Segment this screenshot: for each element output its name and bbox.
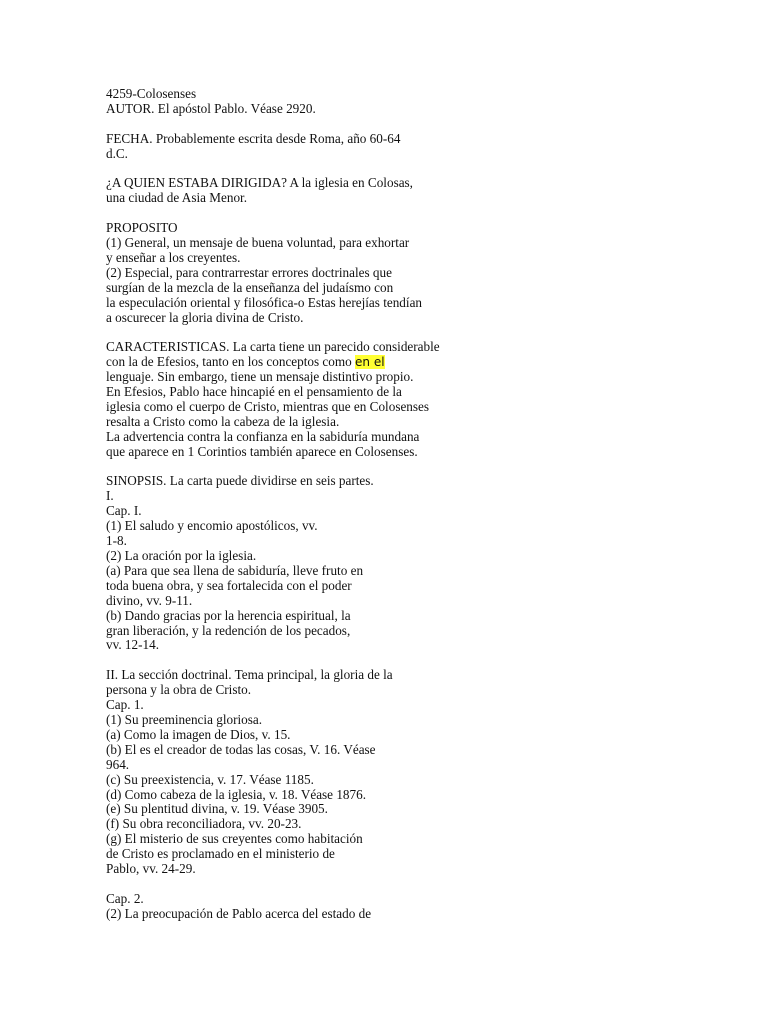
- line-text: (1) El saludo y encomio apostólicos, vv.: [106, 518, 318, 534]
- line-text: (c) Su preexistencia, v. 17. Véase 1185.: [106, 771, 314, 787]
- line-text: I.: [106, 488, 114, 504]
- text-line: [106, 624, 746, 639]
- line-text: Cap. 2.: [106, 890, 144, 906]
- text-line: [106, 474, 746, 489]
- line-text: d.C.: [106, 145, 128, 161]
- line-text: (2) Especial, para contrarrestar errores doctrinales que: [106, 264, 392, 280]
- line-text: (2) La oración por la iglesia.: [106, 548, 257, 564]
- text-line: [106, 132, 746, 147]
- text-line: [106, 802, 746, 817]
- text-line: [106, 251, 746, 266]
- line-text: divino, vv. 9-11.: [106, 592, 193, 608]
- text-line: [106, 311, 746, 326]
- line-text: PROPOSITO: [106, 220, 178, 236]
- text-line: [106, 221, 746, 236]
- text-line: [106, 370, 746, 385]
- line-text: En Efesios, Pablo hace hincapié en el pensamiento de la: [106, 384, 402, 400]
- text-line: [106, 907, 746, 922]
- paragraph: [106, 340, 746, 459]
- text-line: [106, 579, 746, 594]
- text-line: [106, 176, 746, 191]
- line-text: una ciudad de Asia Menor.: [106, 190, 247, 206]
- line-text: (f) Su obra reconciliadora, vv. 20-23.: [106, 816, 302, 832]
- text-line: [106, 713, 746, 728]
- text-line: [106, 266, 746, 281]
- text-line: [106, 788, 746, 803]
- text-line: [106, 340, 746, 355]
- line-text: (a) Para que sea llena de sabiduría, lleve fruto en: [106, 562, 364, 578]
- text-line: [106, 847, 746, 862]
- line-text: Cap. 1.: [106, 697, 144, 713]
- text-line: [106, 862, 746, 877]
- line-text: a oscurecer la gloria divina de Cristo.: [106, 309, 304, 325]
- line-text: vv. 12-14.: [106, 637, 159, 653]
- text-line: [106, 236, 746, 251]
- line-text: surgían de la mezcla de la enseñanza del judaísmo con: [106, 279, 394, 295]
- text-line: [106, 445, 746, 460]
- text-line: [106, 683, 746, 698]
- line-text: (b) Dando gracias por la herencia espiritual, la: [106, 607, 351, 623]
- line-text: Pablo, vv. 24-29.: [106, 861, 196, 877]
- line-text: II. La sección doctrinal. Tema principal, la gloria de la: [106, 667, 393, 683]
- line-text: toda buena obra, y sea fortalecida con el poder: [106, 577, 352, 593]
- line-text: iglesia como el cuerpo de Cristo, mientras que en Colosenses: [106, 398, 430, 414]
- line-text: (a) Como la imagen de Dios, v. 15.: [106, 726, 291, 742]
- text-line: [106, 609, 746, 624]
- line-text: 4259-Colosenses: [106, 86, 197, 101]
- text-line: [106, 534, 746, 549]
- text-line: [106, 594, 746, 609]
- text-line: [106, 773, 746, 788]
- line-text: CARACTERISTICAS. La carta tiene un parecido considerable: [106, 339, 440, 355]
- text-line: [106, 549, 746, 564]
- text-line: [106, 415, 746, 430]
- line-text: (e) Su plentitud divina, v. 19. Véase 3905.: [106, 801, 328, 817]
- line-text: de Cristo es proclamado en el ministerio de: [106, 846, 335, 862]
- paragraph: [106, 668, 746, 877]
- text-line: [106, 668, 746, 683]
- line-text: AUTOR. El apóstol Pablo. Véase 2920.: [106, 100, 316, 116]
- line-text: (b) El es el creador de todas las cosas, V. 16. Véase: [106, 741, 376, 757]
- text-line: [106, 87, 746, 102]
- line-text: (1) Su preeminencia gloriosa.: [106, 711, 263, 727]
- line-text: 1-8.: [106, 533, 127, 549]
- document-page: [106, 87, 746, 937]
- paragraph: [106, 176, 746, 206]
- line-text: con la de Efesios, tanto en los conceptos como: [106, 354, 356, 370]
- text-line: [106, 817, 746, 832]
- line-text: gran liberación, y la redención de los pecados,: [106, 622, 351, 638]
- text-line: [106, 385, 746, 400]
- text-line: [106, 191, 746, 206]
- line-text: que aparece en 1 Corintios también aparece en Colosenses.: [106, 443, 418, 459]
- paragraph: [106, 474, 746, 653]
- line-text: (d) Como cabeza de la iglesia, v. 18. Véase 1876.: [106, 786, 367, 802]
- text-line: [106, 504, 746, 519]
- line-text: SINOPSIS. La carta puede dividirse en seis partes.: [106, 473, 374, 489]
- paragraph: [106, 892, 746, 922]
- text-line: [106, 296, 746, 311]
- paragraph: [106, 132, 746, 162]
- line-text: La advertencia contra la confianza en la sabiduría mundana: [106, 428, 420, 444]
- text-line: [106, 892, 746, 907]
- text-line: [106, 758, 746, 773]
- line-text: la especulación oriental y filosófica-o Estas herejías tendían: [106, 294, 423, 310]
- text-line: [106, 728, 746, 743]
- text-line: [106, 489, 746, 504]
- text-line: [106, 430, 746, 445]
- line-text: y enseñar a los creyentes.: [106, 249, 241, 265]
- text-line: [106, 698, 746, 713]
- text-line: [106, 400, 746, 415]
- line-text: persona y la obra de Cristo.: [106, 682, 252, 698]
- line-text: resalta a Cristo como la cabeza de la iglesia.: [106, 413, 340, 429]
- text-line: [106, 832, 746, 847]
- line-text: (2) La preocupación de Pablo acerca del estado de: [106, 905, 372, 921]
- highlighted-text: en el: [355, 355, 385, 370]
- paragraph: [106, 221, 746, 325]
- line-text: ¿A QUIEN ESTABA DIRIGIDA? A la iglesia en Colosas,: [106, 175, 413, 191]
- line-text: Cap. I.: [106, 503, 142, 519]
- line-text: FECHA. Probablemente escrita desde Roma, año 60-64: [106, 130, 401, 146]
- line-text: 964.: [106, 756, 130, 772]
- paragraph: [106, 87, 746, 117]
- text-line: [106, 743, 746, 758]
- line-text: lenguaje. Sin embargo, tiene un mensaje distintivo propio.: [106, 369, 414, 385]
- text-line: [106, 281, 746, 296]
- text-line: [106, 564, 746, 579]
- line-text: (1) General, un mensaje de buena voluntad, para exhortar: [106, 235, 410, 251]
- text-line: [106, 147, 746, 162]
- text-line: [106, 519, 746, 534]
- text-line: [106, 638, 746, 653]
- line-text: (g) El misterio de sus creyentes como habitación: [106, 831, 363, 847]
- text-line: [106, 102, 746, 117]
- text-line: [106, 355, 746, 370]
